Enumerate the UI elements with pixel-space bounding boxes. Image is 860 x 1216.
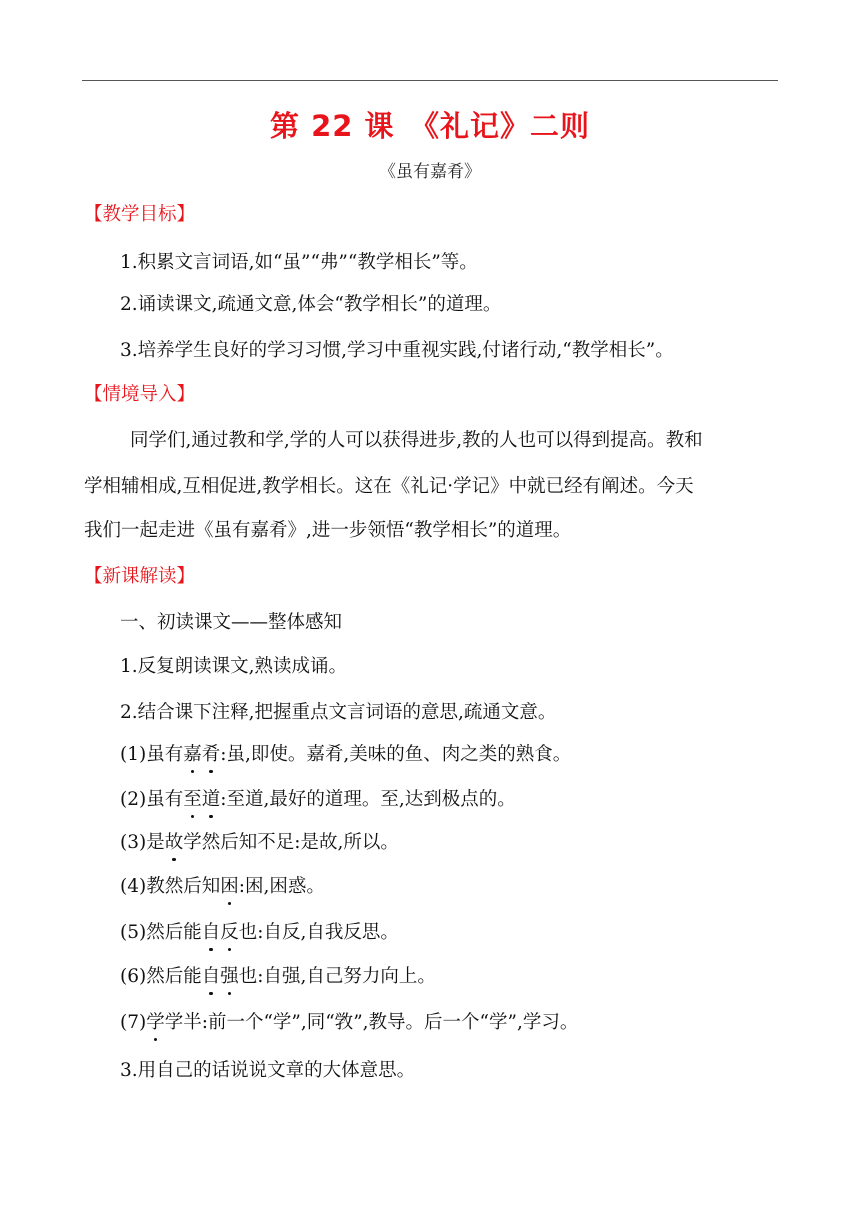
intro-line: 同学们,通过教和学,学的人可以获得进步,教的人也可以得到提高。教和 (130, 430, 703, 451)
note-prefix: (5)然后能 (120, 922, 202, 943)
word-note-item (120, 740, 571, 770)
section-heading-intro: 【情境导入】 (84, 384, 196, 405)
goal-item: 3.培养学生良好的学习习惯,学习中重视实践,付诸行动,“教学相长”。 (120, 340, 674, 361)
note-explanation: 也:自反,自我反思。 (238, 922, 399, 943)
reading-step: 1.反复朗读课文,熟读成诵。 (120, 656, 348, 677)
note-explanation: :至道,最好的道理。至,达到极点的。 (220, 789, 516, 810)
section-heading-goals: 【教学目标】 (84, 204, 196, 225)
note-explanation: :困,困惑。 (238, 876, 325, 897)
note-explanation: :虽,即使。嘉肴,美味的鱼、肉之类的熟食。 (220, 744, 572, 765)
word-note-item (120, 1008, 578, 1038)
note-prefix: (7) (120, 1012, 147, 1033)
note-prefix: (2)虽有 (120, 789, 184, 810)
emphasized-character: 困 (220, 872, 239, 902)
note-explanation: 学半:前一个“学”,同“敩”,教导。后一个“学”,学习。 (164, 1012, 579, 1033)
word-note-item (120, 785, 516, 815)
section-heading-reading: 【新课解读】 (84, 566, 196, 587)
note-explanation: 也:自强,自己努力向上。 (238, 966, 436, 987)
emphasized-character: 学 (146, 1008, 165, 1038)
emphasized-character: 强 (220, 962, 239, 992)
emphasized-character: 肴 (202, 740, 221, 770)
intro-line: 我们一起走进《虽有嘉肴》,进一步领悟“教学相长”的道理。 (84, 520, 572, 541)
word-note-item (120, 962, 436, 992)
goal-item: 2.诵读课文,疏通文意,体会“教学相长”的道理。 (120, 294, 502, 315)
emphasized-character: 道 (202, 785, 221, 815)
note-prefix: (1)虽有 (120, 744, 184, 765)
emphasized-character: 故 (165, 828, 184, 858)
word-note-item (120, 872, 325, 902)
text-subtitle: 《虽有嘉肴》 (379, 162, 481, 182)
header-rule (82, 80, 778, 81)
note-prefix: (4)教然后知 (120, 876, 221, 897)
reading-part-heading: 一、初读课文——整体感知 (120, 612, 343, 633)
lesson-title: 第 22 课 《礼记》二则 (269, 109, 591, 143)
note-prefix: (6)然后能 (120, 966, 202, 987)
emphasized-character: 至 (183, 785, 202, 815)
emphasized-character: 嘉 (183, 740, 202, 770)
note-prefix: (3)是 (120, 832, 165, 853)
emphasized-character: 自 (202, 918, 221, 948)
word-note-item (120, 828, 399, 858)
intro-line: 学相辅相成,互相促进,教学相长。这在《礼记·学记》中就已经有阐述。今天 (84, 476, 694, 497)
goal-item: 1.积累文言词语,如“虽”“弗”“教学相长”等。 (120, 252, 478, 273)
word-note-item (120, 918, 399, 948)
emphasized-character: 反 (220, 918, 239, 948)
emphasized-character: 自 (202, 962, 221, 992)
reading-step: 2.结合课下注释,把握重点文言词语的意思,疏通文意。 (120, 702, 557, 723)
note-explanation: 学然后知不足:是故,所以。 (183, 832, 399, 853)
reading-step: 3.用自己的话说说文章的大体意思。 (120, 1060, 416, 1081)
